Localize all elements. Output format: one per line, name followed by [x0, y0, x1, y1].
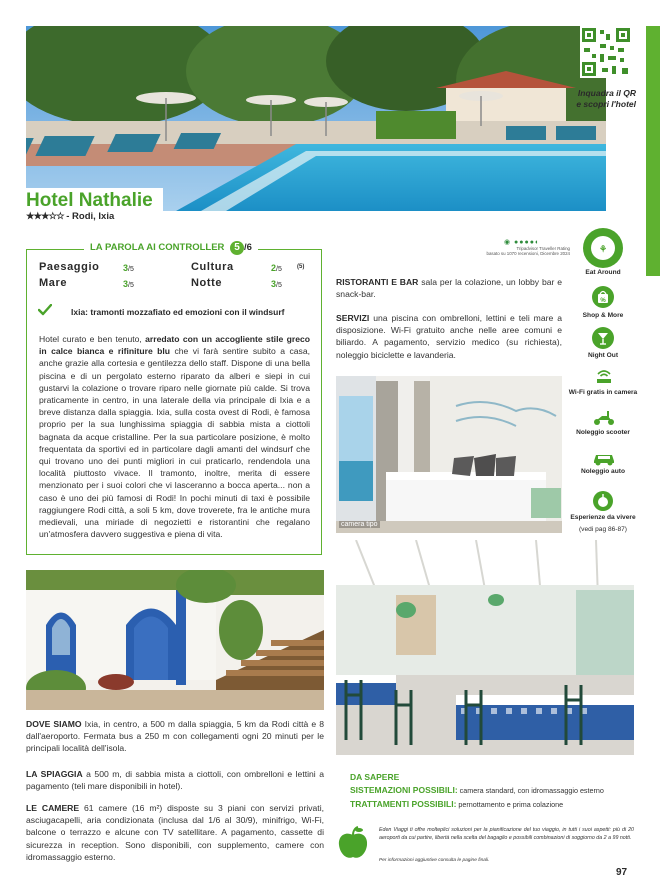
rating-max: /5 [276, 282, 282, 289]
rating-note-cultura: (5) [297, 264, 305, 270]
qr-caption [560, 88, 636, 110]
spiaggia-label: LA SPIAGGIA [26, 769, 83, 779]
hotel-location: - Rodi, Ixia [66, 211, 115, 222]
rating-value: 3 [271, 279, 277, 289]
svg-text:%: % [600, 298, 606, 304]
room-caption: camera tipo [341, 521, 378, 528]
section-tab [646, 26, 660, 276]
page-number: 97 [616, 867, 628, 878]
controller-description [39, 333, 310, 540]
desc-part: che vi farà sentire subito a casa, anche grazie alla cortesia e gentilezza dello staff. Dispone di una bella piscina e di un pergolato esterno riparato da alberi e siepi in cui gustarvi la colazione o trovare riparo nelle giornate più calde. Si trova praticamente in centro, in una laterale della via principale di Ixia e a breve distanza dalla spiaggia. Ixia, sulla costa ovest di Rodi, è famosa proprio per la sua lunghissima spiaggia di sabbia mista a ciottoli bagnata da acque cristalline. Per la sua particolare posizione, è molto frequentata da sportivi ed in particolare dagli amanti del windsurf che qui trovano uno dei punti migliori in cui praticarlo, rendendola una località piuttosto vivace. Il tramonto, inoltre, merita di essere menzionato per i suoi colori che vi lasceranno a bocca aperta... non a caso è uno dei più famosi di Rodi! In pochi minuti di taxi è possibile raggiungere Rodi città, a soli 5 km, dove troverete, fra le antiche mura medievali, una miriade di negozietti e ristorantini che regalano un'atmosfera davvero suggestiva e piena di vita. [39, 346, 310, 540]
da-sapere-title: DA SAPERE [350, 772, 400, 782]
icon-sublabel-experiences: (vedi pag 86-87) [578, 526, 628, 533]
rating-max: /5 [128, 266, 134, 273]
rating-value-paesaggio [123, 263, 134, 273]
rating-value-mare [123, 279, 134, 289]
svg-text:⚘: ⚘ [598, 244, 608, 254]
controller-score: 5 [230, 241, 244, 255]
hotel-rating-location [26, 211, 114, 222]
rating-label-notte: Notte [191, 277, 223, 289]
icon-label-wifi: Wi-Fi gratis in camera [568, 389, 638, 396]
camere-paragraph [26, 802, 324, 863]
dove-siamo-paragraph [26, 718, 324, 755]
icon-label-scooter: Noleggio scooter [576, 429, 630, 436]
sistemazioni-row [350, 785, 604, 795]
rating-label-mare: Mare [39, 277, 68, 289]
spiaggia-paragraph [26, 768, 324, 792]
icon-label-night-out: Night Out [587, 352, 619, 359]
qr-caption-line2: e scopri l'hotel [576, 99, 636, 109]
servizi-label: SERVIZI [336, 313, 370, 323]
controller-score-max: /6 [244, 242, 252, 253]
scooter-icon [592, 408, 616, 426]
hotel-title: Hotel Nathalie [26, 188, 163, 212]
check-icon [38, 304, 52, 316]
tripadvisor-rating-icon: ◉ ●●●●◐ [504, 239, 541, 246]
rating-label-paesaggio: Paesaggio [39, 261, 100, 273]
ristoranti-label: RISTORANTI E BAR [336, 277, 419, 287]
cocktail-icon [592, 327, 614, 349]
rating-value: 3 [123, 263, 129, 273]
restaurant-photo [336, 540, 634, 755]
hero-pool-photo [26, 26, 606, 211]
desc-part: Hotel curato e ben tenuto, [39, 334, 146, 344]
entrance-photo [26, 570, 324, 710]
icon-label-car: Noleggio auto [581, 468, 625, 475]
rating-value-notte [271, 279, 282, 289]
car-icon [592, 450, 616, 466]
rating-value: 3 [123, 279, 129, 289]
spiaggia-text: a 500 m, di sabbia mista a ciottoli, con ombrelloni e lettini a pagamento (teli mare disponibili in hotel). [26, 769, 324, 792]
desc-highlight: arredato con un accogliente stile greco in calce bianca e rifiniture blu [39, 334, 310, 357]
dove-siamo-text: Ixia, in centro, a 500 m dalla spiaggia, 5 km da Rodi città e 8 dall'aeroporto. Fermata bus a 250 m con collegamenti ogni 20 minuti per le principali località dell'isola. [26, 719, 324, 754]
rating-value: 2 [271, 263, 277, 273]
wifi-bed-icon [594, 366, 614, 386]
qr-code[interactable] [580, 26, 632, 78]
star-rating: ★★★☆☆ [26, 211, 64, 222]
servizi-text: una piscina con ombrelloni, lettini e teli mare a disposizione. Wi-Fi gratuito anche nelle aree comuni e biliardo. A pagamento, servizio medico (su richiesta), noleggio biciclette e lavanderia. [336, 313, 562, 360]
eat-around-badge-icon [583, 228, 623, 268]
eden-info-text: Eden Viaggi ti offre molteplici soluzioni per la pianificazione del tuo viaggio, in tutti i suoi aspetti: più di 20 aeroporti da cui partire, libertà nella scelta del bagaglio e possibili combinazioni di soggiorno da 2 a 99 notti. [379, 827, 634, 841]
tripadvisor-line1: Tripadvisor Traveller Rating [516, 246, 570, 251]
controller-tagline: Ixia: tramonti mozzafiato ed emozioni con il windsurf [71, 307, 285, 317]
shop-bag-icon [592, 286, 614, 308]
controller-heading [84, 241, 258, 255]
dove-siamo-label: DOVE SIAMO [26, 719, 82, 729]
tripadvisor-line2: basato su 1070 recensioni, Dicembre 2024 [486, 251, 570, 256]
trattamenti-label: TRATTAMENTI POSSIBILI: [350, 799, 457, 809]
tripadvisor-text [472, 246, 570, 256]
icon-label-shop: Shop & More [582, 312, 624, 319]
camere-text: 61 camere (16 m²) disposte su 3 piani con servizi privati, asciugacapelli, aria condizionata (inclusa dal 1/6 al 30/9), minifrigo, Wi-Fi, balcone o terrazzo e alcune con TV satellitare. A pagamento, cassette di sicurezza in reception. Sono disponibili, con supplemento, camere con idromassaggio esterno. [26, 803, 324, 862]
rating-label-cultura: Cultura [191, 261, 234, 273]
trattamenti-text: pernottamento e prima colazione [456, 800, 564, 809]
icon-label-experiences: Esperienze da vivere [570, 514, 636, 521]
room-photo [336, 376, 562, 533]
eden-note: Per informazioni aggiuntive consulta le pagine finali. [379, 858, 490, 863]
trattamenti-row [350, 799, 563, 809]
icon-label-eat-around: Eat Around [585, 269, 621, 276]
rating-max: /5 [276, 266, 282, 273]
qr-caption-line1: Inquadra il QR [577, 88, 636, 98]
eden-apple-icon [336, 826, 370, 862]
sistemazioni-label: SISTEMAZIONI POSSIBILI: [350, 785, 458, 795]
rating-value-cultura [271, 263, 282, 273]
camere-label: LE CAMERE [26, 803, 80, 813]
ristoranti-text: sala per la colazione, un lobby bar e snack-bar. [336, 277, 562, 300]
sistemazioni-text: camera standard, con idromassaggio esterno [457, 786, 604, 795]
ristoranti-paragraph [336, 276, 562, 300]
servizi-paragraph [336, 312, 562, 361]
apple-experience-icon [593, 491, 613, 511]
controller-heading-text: LA PAROLA AI CONTROLLER [90, 242, 225, 253]
rating-max: /5 [128, 282, 134, 289]
